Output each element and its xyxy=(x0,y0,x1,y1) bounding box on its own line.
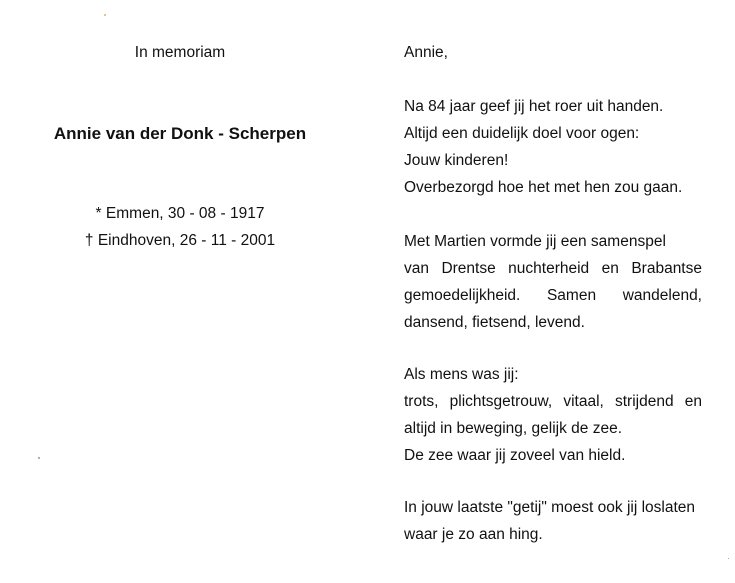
poem-stanza-4 xyxy=(404,494,702,548)
birth-place-date: Emmen, 30 - 08 - 1917 xyxy=(105,205,265,222)
poem-line: waar je zo aan hing. xyxy=(404,526,543,543)
birth-line xyxy=(0,205,360,223)
poem-line: dansend, fietsend, levend. xyxy=(404,314,585,331)
poem-greeting: Annie, xyxy=(404,44,448,61)
poem-line: trots, plichtsgetrouw, vitaal, strijdend en xyxy=(404,393,702,410)
death-place-date: Eindhoven, 26 - 11 - 2001 xyxy=(97,232,276,249)
paper-speck xyxy=(38,457,40,459)
poem-stanza-1 xyxy=(404,93,702,201)
poem-line: In jouw laatste "getij" moest ook jij loslaten xyxy=(404,499,696,516)
poem-line: Als mens was jij: xyxy=(404,366,519,383)
poem-line: Na 84 jaar geef jij het roer uit handen. xyxy=(404,98,664,115)
death-line xyxy=(0,232,360,250)
poem-line: Overbezorgd hoe het met hen zou gaan. xyxy=(404,179,683,196)
poem-line: altijd in beweging, gelijk de zee. xyxy=(404,420,622,437)
in-memoriam-heading: In memoriam xyxy=(134,44,226,61)
poem-stanza-3 xyxy=(404,361,702,469)
poem-stanza-2 xyxy=(404,228,702,336)
deceased-name: Annie van der Donk - Scherpen xyxy=(53,124,307,143)
paper-speck xyxy=(728,558,729,559)
poem-line: Jouw kinderen! xyxy=(404,152,509,169)
poem-line: Met Martien vormde jij een samenspel xyxy=(404,233,666,250)
birth-symbol: * xyxy=(95,205,102,222)
poem-line: Altijd een duidelijk doel voor ogen: xyxy=(404,125,640,142)
death-cross-symbol: † xyxy=(84,232,94,249)
poem-line: van Drentse nuchterheid en Brabantse xyxy=(404,260,702,277)
poem-line: De zee waar jij zoveel van hield. xyxy=(404,447,626,464)
poem-line: gemoedelijkheid. Samen wandelend, xyxy=(404,287,702,304)
paper-speck xyxy=(104,14,106,16)
